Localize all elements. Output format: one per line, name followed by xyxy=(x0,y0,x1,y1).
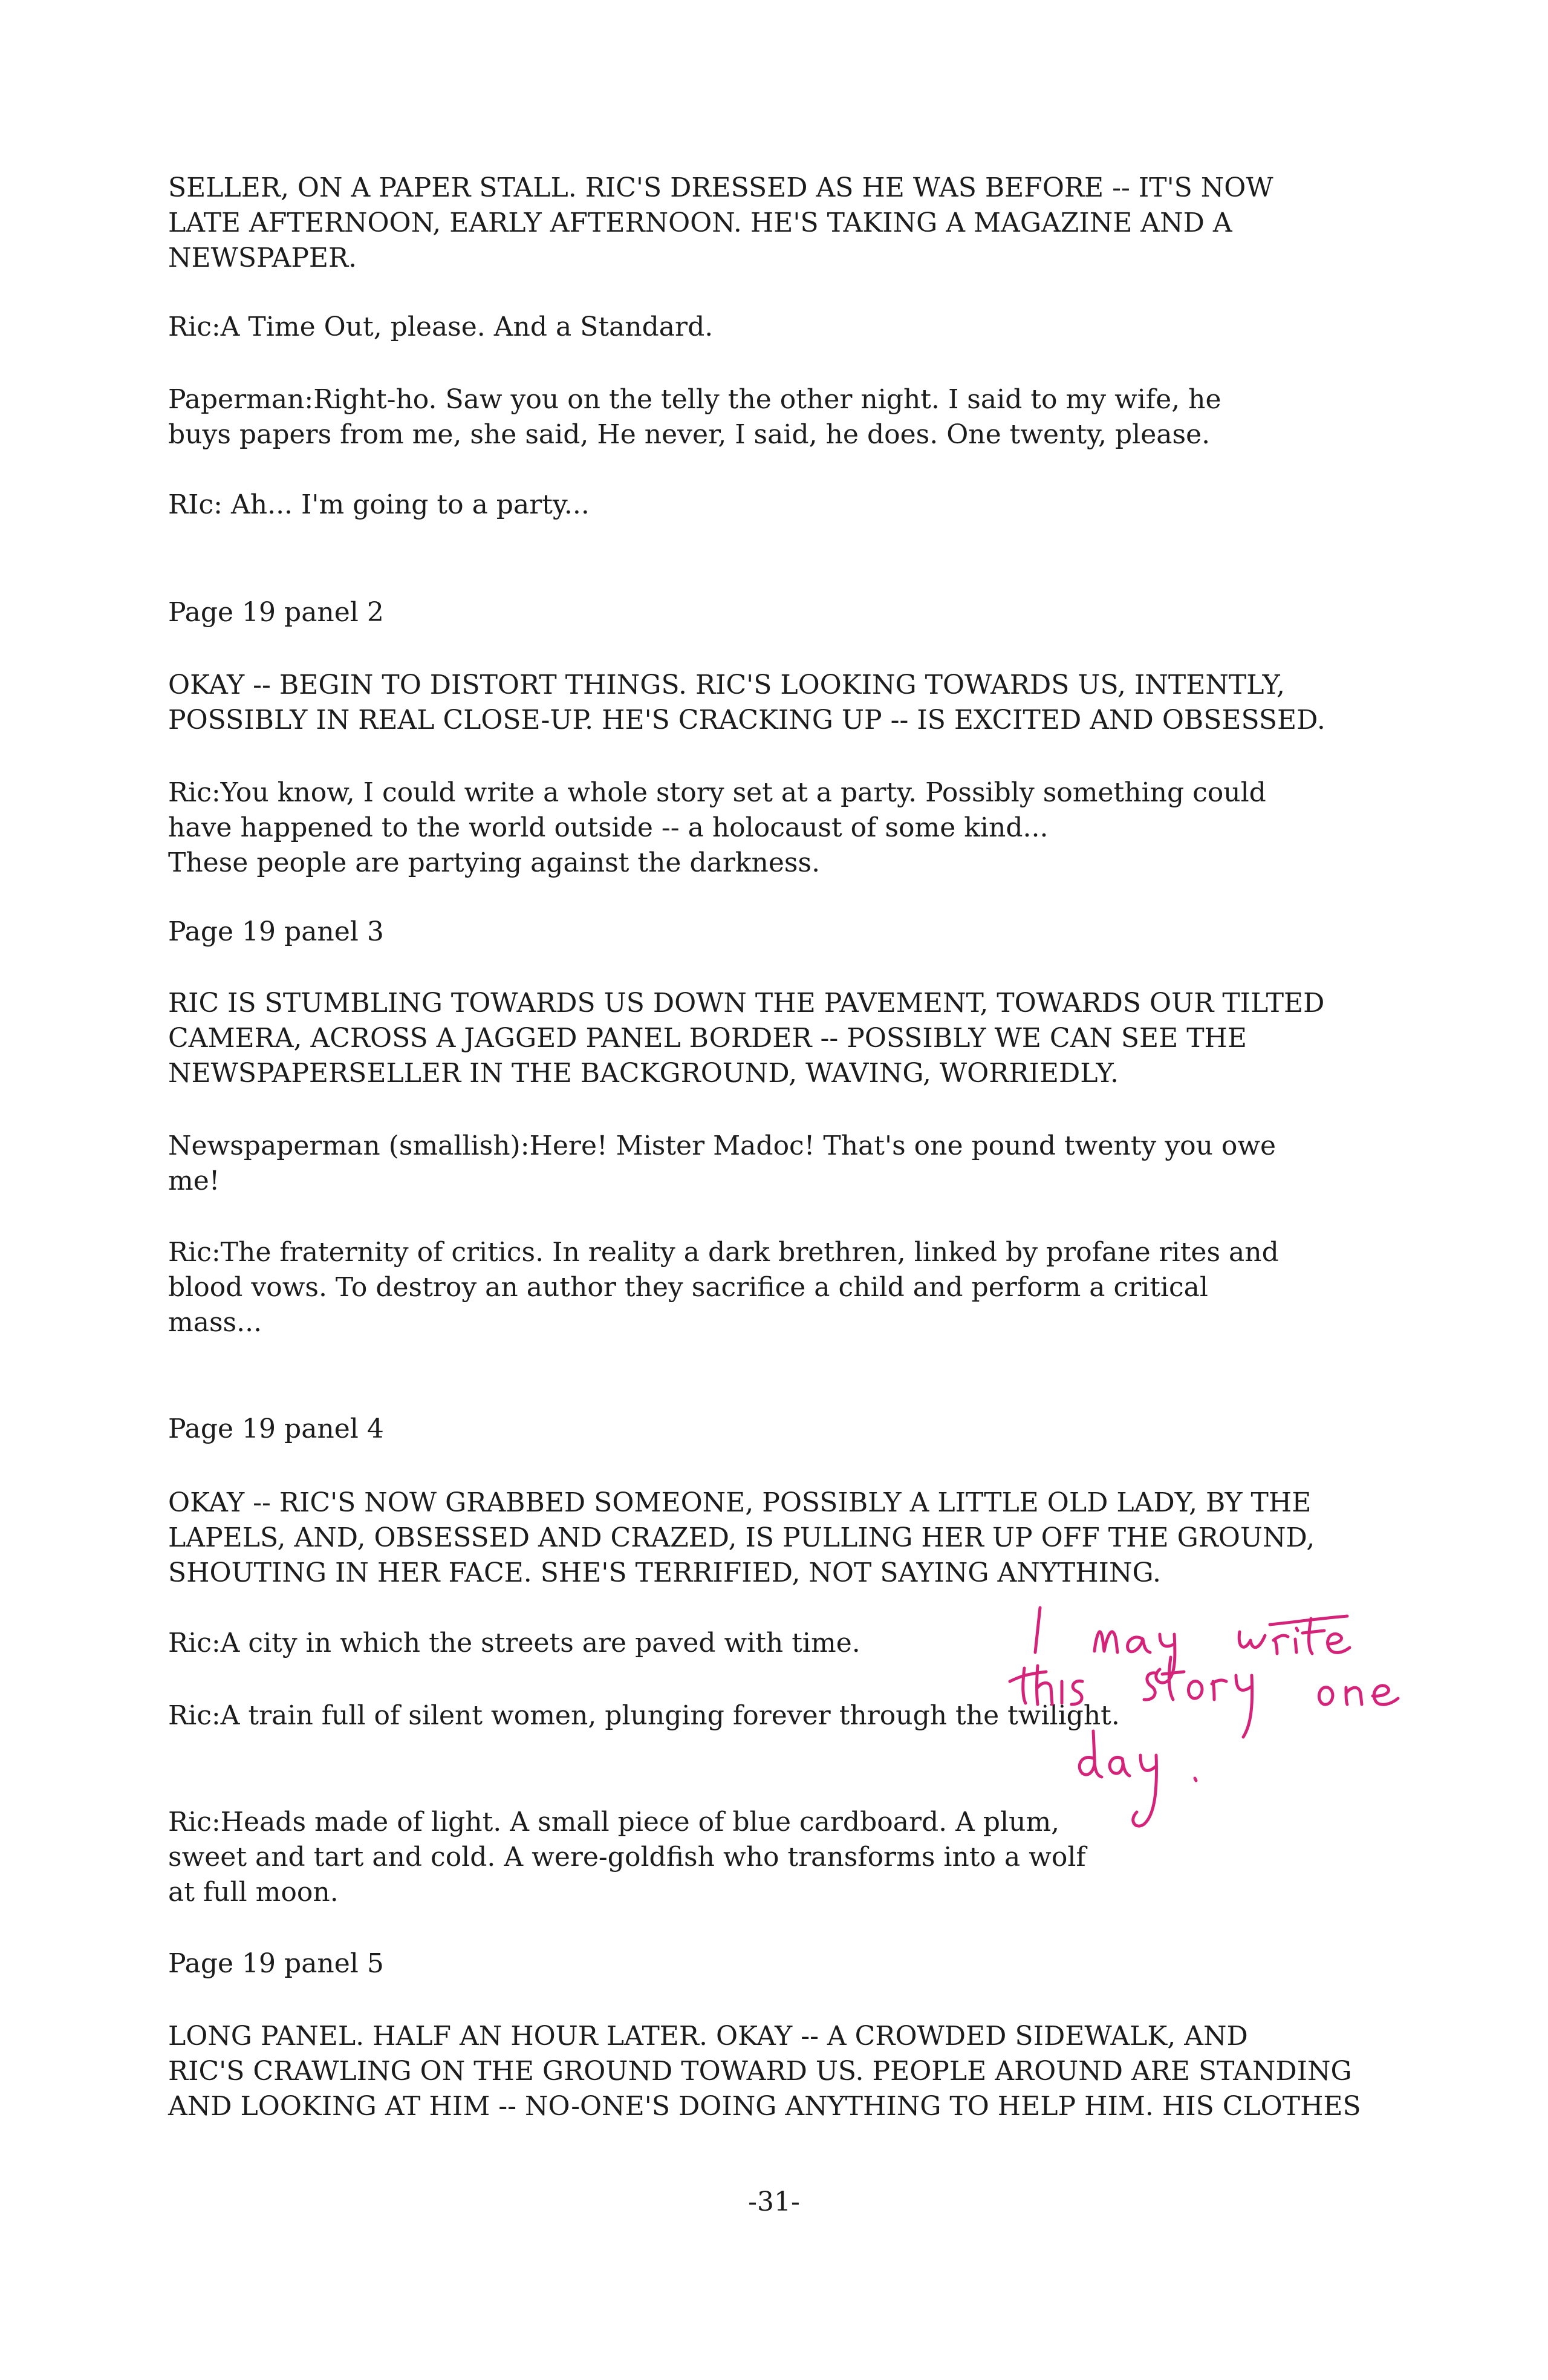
text-line: LONG PANEL. HALF AN HOUR LATER. OKAY -- A CROWDED SIDEWALK, AND xyxy=(168,2021,1248,2052)
text-line: Ric:Heads made of light. A small piece of blue cardboard. A plum, xyxy=(168,1807,1060,1837)
text-line: RIc: Ah... I'm going to a party... xyxy=(168,489,590,520)
text-line: NEWSPAPER. xyxy=(168,243,357,273)
stage-direction-panel-2 xyxy=(168,668,1325,738)
text-line: Ric:A city in which the streets are paved with time. xyxy=(168,1628,860,1658)
text-line: Page 19 panel 2 xyxy=(168,597,384,628)
stage-direction-seller xyxy=(168,171,1273,276)
text-line: SHOUTING IN HER FACE. SHE'S TERRIFIED, NOT SAYING ANYTHING. xyxy=(168,1557,1162,1588)
text-line: at full moon. xyxy=(168,1877,339,1908)
handwritten-annotation xyxy=(1004,1597,1524,1839)
dialogue-paperman xyxy=(168,382,1221,452)
text-line: NEWSPAPERSELLER IN THE BACKGROUND, WAVING, WORRIEDLY. xyxy=(168,1058,1119,1089)
text-line: Ric:A Time Out, please. And a Standard. xyxy=(168,311,714,342)
text-line: Ric:You know, I could write a whole story set at a party. Possibly something could xyxy=(168,777,1266,808)
dialogue-ric-party xyxy=(168,487,590,523)
text-line: Page 19 panel 4 xyxy=(168,1413,384,1444)
text-line: OKAY -- RIC'S NOW GRABBED SOMEONE, POSSIBLY A LITTLE OLD LADY, BY THE xyxy=(168,1487,1312,1518)
text-line: SELLER, ON A PAPER STALL. RIC'S DRESSED AS HE WAS BEFORE -- IT'S NOW xyxy=(168,172,1273,203)
dialogue-ric-story-party xyxy=(168,775,1266,881)
text-line: RIC IS STUMBLING TOWARDS US DOWN THE PAVEMENT, TOWARDS OUR TILTED xyxy=(168,988,1325,1019)
dialogue-ric-time-out xyxy=(168,310,713,345)
text-line: Ric:A train full of silent women, plunging forever through the twilight. xyxy=(168,1700,1120,1731)
text-line: POSSIBLY IN REAL CLOSE-UP. HE'S CRACKING UP -- IS EXCITED AND OBSESSED. xyxy=(168,705,1325,735)
text-line: me! xyxy=(168,1166,220,1196)
text-line: LAPELS, AND, OBSESSED AND CRAZED, IS PULLING HER UP OFF THE GROUND, xyxy=(168,1522,1315,1553)
text-line: These people are partying against the darkness. xyxy=(168,847,821,878)
text-line: Paperman:Right-ho. Saw you on the telly the other night. I said to my wife, he xyxy=(168,384,1221,415)
stage-direction-panel-3 xyxy=(168,986,1324,1091)
text-line: Newspaperman (smallish):Here! Mister Madoc! That's one pound twenty you owe xyxy=(168,1130,1276,1161)
text-line: CAMERA, ACROSS A JAGGED PANEL BORDER -- POSSIBLY WE CAN SEE THE xyxy=(168,1023,1247,1054)
dialogue-ric-heads xyxy=(168,1805,1086,1910)
panel-heading-4 xyxy=(168,1412,384,1447)
text-line: blood vows. To destroy an author they sacrifice a child and perform a critical xyxy=(168,1272,1208,1303)
panel-heading-3 xyxy=(168,915,384,950)
dialogue-ric-city xyxy=(168,1626,860,1661)
text-line: Page 19 panel 3 xyxy=(168,916,384,947)
panel-heading-5 xyxy=(168,1946,384,1981)
text-line: sweet and tart and cold. A were-goldfish who transforms into a wolf xyxy=(168,1842,1086,1873)
dialogue-ric-critics xyxy=(168,1235,1279,1340)
text-line: mass... xyxy=(168,1307,262,1338)
stage-direction-panel-4 xyxy=(168,1485,1315,1591)
text-line: Page 19 panel 5 xyxy=(168,1948,384,1979)
text-line: AND LOOKING AT HIM -- NO-ONE'S DOING ANYTHING TO HELP HIM. HIS CLOTHES xyxy=(168,2091,1361,2122)
stage-direction-panel-5 xyxy=(168,2019,1361,2124)
dialogue-newspaperman xyxy=(168,1129,1276,1199)
text-line: OKAY -- BEGIN TO DISTORT THINGS. RIC'S LOOKING TOWARDS US, INTENTLY, xyxy=(168,670,1285,700)
text-line: have happened to the world outside -- a holocaust of some kind... xyxy=(168,812,1049,843)
dialogue-ric-train xyxy=(168,1698,1120,1733)
page-number: -31- xyxy=(748,2186,800,2217)
text-line: buys papers from me, she said, He never, I said, he does. One twenty, please. xyxy=(168,419,1211,450)
panel-heading-2 xyxy=(168,595,384,630)
handwriting-ink xyxy=(1010,1608,1398,1826)
text-line: Ric:The fraternity of critics. In reality a dark brethren, linked by profane rites and xyxy=(168,1237,1279,1268)
text-line: RIC'S CRAWLING ON THE GROUND TOWARD US. PEOPLE AROUND ARE STANDING xyxy=(168,2056,1352,2087)
text-line: LATE AFTERNOON, EARLY AFTERNOON. HE'S TAKING A MAGAZINE AND A xyxy=(168,207,1232,238)
